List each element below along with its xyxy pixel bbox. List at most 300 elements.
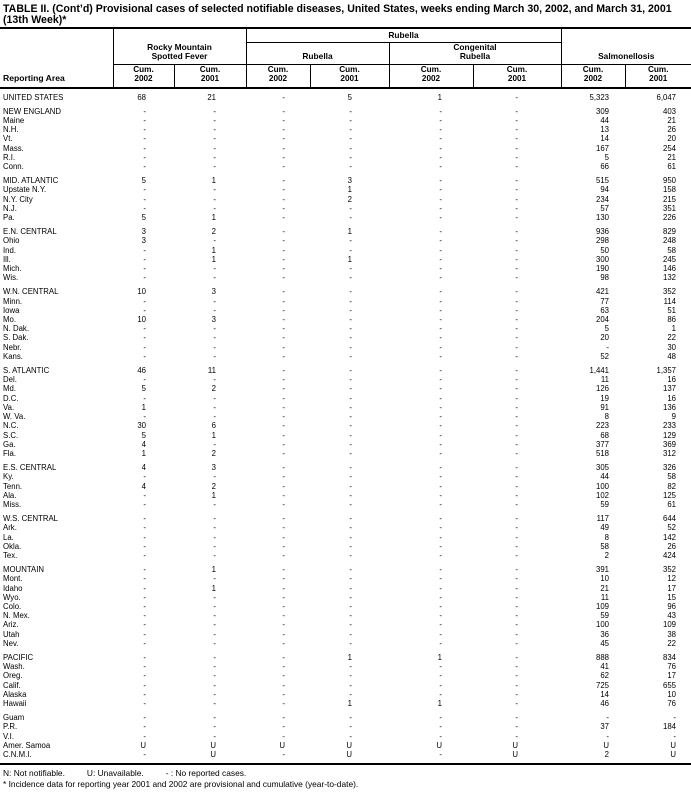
value-cell: -	[143, 652, 146, 662]
value-cell: 61	[667, 499, 677, 509]
value-cell: 1	[347, 227, 352, 237]
table-row	[0, 671, 691, 680]
value-cell: -	[439, 499, 442, 509]
value-cell: -	[349, 490, 352, 500]
reporting-area-cell: Wis.	[3, 273, 19, 283]
value-cell: -	[439, 366, 442, 376]
value-cell: -	[213, 273, 216, 283]
value-cell: 11	[207, 366, 216, 376]
table-row	[0, 523, 691, 532]
value-cell: -	[213, 541, 216, 551]
value-cell: 12	[667, 574, 677, 584]
value-cell: 190	[595, 264, 609, 274]
value-cell: -	[515, 629, 518, 639]
congenital-rubella-group-header	[389, 42, 561, 64]
value-cell: 305	[595, 463, 609, 473]
value-cell: -	[282, 620, 285, 630]
value-cell: 215	[663, 194, 677, 204]
value-cell: -	[213, 134, 216, 144]
value-cell: -	[439, 264, 442, 274]
value-cell: 5	[141, 430, 146, 440]
value-cell: 5	[141, 384, 146, 394]
reporting-area-cell: Maine	[3, 116, 25, 125]
value-cell: -	[439, 532, 442, 542]
value-cell: 936	[595, 227, 609, 237]
value-cell: 377	[595, 439, 609, 449]
value-cell: -	[515, 176, 518, 186]
reporting-area-cell: R.I.	[3, 152, 16, 162]
value-cell: -	[143, 698, 146, 708]
value-cell: 1	[347, 652, 352, 662]
value-cell: -	[282, 254, 285, 264]
value-cell: -	[515, 273, 518, 283]
table-row	[0, 366, 691, 375]
value-cell: -	[213, 324, 216, 334]
value-cell: 102	[595, 490, 609, 500]
value-cell: -	[282, 333, 285, 343]
value-cell: 1	[437, 92, 442, 102]
value-cell: -	[349, 412, 352, 422]
value-cell: -	[213, 698, 216, 708]
value-cell: -	[213, 680, 216, 690]
value-cell: 62	[600, 671, 609, 681]
value-cell: 1	[437, 652, 442, 662]
value-cell: -	[349, 162, 352, 172]
value-cell: 4	[141, 481, 146, 491]
value-cell: 63	[600, 305, 609, 315]
value-cell: -	[439, 203, 442, 213]
value-cell: 14	[600, 689, 609, 699]
value-cell: U	[603, 740, 609, 750]
value-cell: -	[439, 324, 442, 334]
value-cell: 10	[137, 315, 146, 325]
rubella-parent-group-header: Rubella	[246, 28, 561, 42]
value-cell: -	[213, 550, 216, 560]
reporting-area-cell: Colo.	[3, 601, 22, 611]
table-row	[0, 236, 691, 245]
reporting-area-header: Reporting Area	[0, 28, 113, 88]
reporting-area-cell: Mass.	[3, 143, 24, 153]
value-cell: -	[282, 194, 285, 204]
table-row	[0, 750, 691, 759]
value-cell: 100	[595, 620, 609, 630]
table-row	[0, 584, 691, 593]
value-cell: -	[349, 296, 352, 306]
value-cell: -	[282, 366, 285, 376]
value-cell: -	[282, 722, 285, 732]
value-cell: -	[349, 273, 352, 283]
reporting-area-cell: Miss.	[3, 499, 22, 509]
footnotes	[3, 768, 691, 789]
value-cell: -	[143, 662, 146, 672]
value-cell: -	[439, 287, 442, 297]
value-cell: -	[282, 296, 285, 306]
value-cell: -	[143, 601, 146, 611]
value-cell: 22	[667, 333, 677, 343]
value-cell: 46	[600, 698, 609, 708]
value-cell: -	[349, 638, 352, 648]
value-cell: -	[349, 421, 352, 431]
reporting-area-cell: Del.	[3, 375, 17, 385]
table-row	[0, 514, 691, 523]
value-cell: -	[515, 143, 518, 153]
cum-header: Cum. 2002	[246, 64, 310, 87]
table-row	[0, 93, 691, 102]
table-row	[0, 741, 691, 750]
value-cell: -	[213, 620, 216, 630]
value-cell: -	[282, 574, 285, 584]
value-cell: -	[439, 185, 442, 195]
value-cell: 51	[667, 305, 677, 315]
value-cell: -	[143, 134, 146, 144]
value-cell: -	[515, 592, 518, 602]
table-row	[0, 153, 691, 162]
value-cell: -	[143, 185, 146, 195]
rmsf-group-header	[113, 28, 246, 64]
value-cell: -	[143, 412, 146, 422]
value-cell: -	[349, 106, 352, 116]
value-cell: -	[349, 514, 352, 524]
value-cell: -	[143, 254, 146, 264]
value-cell: -	[515, 671, 518, 681]
value-cell: -	[439, 601, 442, 611]
value-cell: 137	[663, 384, 677, 394]
value-cell: 30	[137, 421, 146, 431]
value-cell: U	[436, 740, 442, 750]
value-cell: -	[282, 514, 285, 524]
value-cell: 6,047	[656, 92, 677, 102]
value-cell: 5	[604, 324, 609, 334]
table-row	[0, 542, 691, 551]
value-cell: -	[515, 134, 518, 144]
value-cell: -	[282, 92, 285, 102]
value-cell: -	[515, 342, 518, 352]
value-cell: -	[143, 393, 146, 403]
value-cell: -	[515, 125, 518, 135]
congenital-header-line2: Rubella	[459, 51, 491, 62]
value-cell: -	[349, 620, 352, 630]
value-cell: -	[213, 629, 216, 639]
table-bottom-rule	[0, 759, 691, 764]
table-row	[0, 144, 691, 153]
value-cell: -	[439, 680, 442, 690]
reporting-area-cell: Mich.	[3, 264, 22, 274]
value-cell: 46	[137, 366, 146, 376]
table-row	[0, 246, 691, 255]
value-cell: 644	[663, 514, 677, 524]
value-cell: -	[515, 421, 518, 431]
value-cell: 5	[604, 152, 609, 162]
value-cell: 17	[667, 583, 677, 593]
value-cell: -	[349, 583, 352, 593]
table-row	[0, 500, 691, 509]
value-cell: -	[515, 393, 518, 403]
value-cell: -	[515, 203, 518, 213]
value-cell: 10	[667, 689, 677, 699]
value-cell: 421	[595, 287, 609, 297]
value-cell: 52	[600, 351, 609, 361]
value-cell: -	[515, 448, 518, 458]
value-cell: 2	[211, 481, 216, 491]
value-cell: 950	[663, 176, 677, 186]
value-cell: -	[143, 333, 146, 343]
value-cell: -	[349, 203, 352, 213]
value-cell: -	[439, 393, 442, 403]
reporting-area-cell: La.	[3, 532, 14, 542]
reporting-area-cell: Tenn.	[3, 481, 23, 491]
reporting-area-cell: V.I.	[3, 731, 14, 741]
value-cell: -	[439, 611, 442, 621]
value-cell: -	[439, 463, 442, 473]
value-cell: -	[143, 550, 146, 560]
value-cell: 10	[600, 574, 609, 584]
table-row	[0, 620, 691, 629]
value-cell: -	[213, 402, 216, 412]
value-cell: -	[349, 499, 352, 509]
value-cell: -	[515, 185, 518, 195]
value-cell: -	[439, 750, 442, 759]
reporting-area-cell: Utah	[3, 629, 20, 639]
value-cell: -	[213, 412, 216, 422]
value-cell: -	[143, 273, 146, 283]
value-cell: -	[213, 203, 216, 213]
value-cell: -	[515, 439, 518, 449]
value-cell: -	[515, 296, 518, 306]
value-cell: U	[512, 740, 518, 750]
value-cell: -	[349, 315, 352, 325]
value-cell: -	[515, 162, 518, 172]
table-row	[0, 264, 691, 273]
footnote-no-reported-cases: - : No reported cases.	[165, 768, 247, 779]
value-cell: -	[349, 143, 352, 153]
value-cell: -	[282, 463, 285, 473]
reporting-area-cell: N.Y. City	[3, 194, 33, 204]
table-row	[0, 412, 691, 421]
value-cell: -	[213, 125, 216, 135]
value-cell: -	[213, 143, 216, 153]
value-cell: -	[349, 448, 352, 458]
value-cell: 11	[600, 592, 609, 602]
value-cell: 49	[600, 523, 609, 533]
value-cell: 298	[595, 236, 609, 246]
table-row	[0, 699, 691, 708]
value-cell: 204	[595, 315, 609, 325]
value-cell: -	[282, 601, 285, 611]
reporting-area-cell: Upstate N.Y.	[3, 185, 47, 195]
value-cell: 403	[663, 106, 677, 116]
value-cell: -	[282, 583, 285, 593]
reporting-area-cell: Ill.	[3, 254, 11, 264]
value-cell: -	[282, 439, 285, 449]
reporting-area-cell: Conn.	[3, 162, 24, 172]
table-row	[0, 394, 691, 403]
value-cell: -	[439, 722, 442, 732]
table-title-line2: (13th Week)*	[3, 14, 67, 26]
value-cell: 16	[667, 393, 677, 403]
value-cell: -	[515, 106, 518, 116]
value-cell: 45	[600, 638, 609, 648]
value-cell: -	[213, 393, 216, 403]
value-cell: -	[282, 134, 285, 144]
value-cell: -	[515, 412, 518, 422]
value-cell: -	[282, 393, 285, 403]
value-cell: 109	[595, 601, 609, 611]
value-cell: 424	[663, 550, 677, 560]
reporting-area-cell: D.C.	[3, 393, 19, 403]
value-cell: -	[439, 731, 442, 741]
congenital-header-line1: Congenital	[453, 41, 497, 52]
value-cell: -	[349, 375, 352, 385]
value-cell: 100	[595, 481, 609, 491]
rmsf-header-line1: Rocky Mountain	[147, 41, 212, 52]
table-row	[0, 352, 691, 361]
value-cell: 52	[667, 523, 677, 533]
table-row	[0, 297, 691, 306]
value-cell: -	[515, 713, 518, 723]
reporting-area-cell: Amer. Samoa	[3, 740, 51, 750]
value-cell: -	[282, 689, 285, 699]
value-cell: -	[213, 638, 216, 648]
value-cell: 309	[595, 106, 609, 116]
reporting-area-cell: Wash.	[3, 662, 25, 672]
value-cell: -	[282, 448, 285, 458]
value-cell: -	[213, 722, 216, 732]
table-row	[0, 472, 691, 481]
value-cell: 130	[595, 213, 609, 223]
value-cell: 21	[667, 152, 677, 162]
value-cell: 3	[211, 315, 216, 325]
reporting-area-cell: Vt.	[3, 134, 13, 144]
reporting-area-cell: Pa.	[3, 213, 15, 223]
value-cell: -	[515, 287, 518, 297]
value-cell: 9	[671, 412, 677, 422]
value-cell: 223	[595, 421, 609, 431]
value-cell: -	[349, 333, 352, 343]
value-cell: -	[439, 273, 442, 283]
value-cell: -	[282, 185, 285, 195]
value-cell: -	[349, 439, 352, 449]
value-cell: 515	[595, 176, 609, 186]
value-cell: -	[282, 550, 285, 560]
value-cell: 351	[663, 203, 677, 213]
value-cell: 2	[211, 227, 216, 237]
value-cell: -	[282, 490, 285, 500]
value-cell: -	[515, 481, 518, 491]
value-cell: -	[349, 722, 352, 732]
value-cell: -	[213, 652, 216, 662]
value-cell: -	[349, 402, 352, 412]
value-cell: 4	[141, 463, 146, 473]
value-cell: -	[213, 601, 216, 611]
value-cell: -	[282, 629, 285, 639]
value-cell: -	[143, 671, 146, 681]
table-row	[0, 681, 691, 690]
value-cell: -	[349, 324, 352, 334]
reporting-area-cell: Wyo.	[3, 592, 21, 602]
value-cell: -	[143, 194, 146, 204]
reporting-area-cell: N.J.	[3, 203, 17, 213]
value-cell: -	[439, 152, 442, 162]
value-cell: -	[143, 689, 146, 699]
value-cell: -	[439, 194, 442, 204]
value-cell: -	[515, 490, 518, 500]
table-row	[0, 324, 691, 333]
cum-header: Cum. 2002	[113, 64, 174, 87]
value-cell: 15	[667, 592, 677, 602]
table-row	[0, 107, 691, 116]
value-cell: 1	[211, 245, 216, 255]
value-cell: -	[143, 203, 146, 213]
value-cell: 77	[600, 296, 609, 306]
reporting-area-cell: Ga.	[3, 439, 16, 449]
value-cell: 233	[663, 421, 677, 431]
value-cell: -	[143, 713, 146, 723]
value-cell: -	[439, 514, 442, 524]
value-cell: -	[673, 713, 677, 723]
value-cell: -	[439, 213, 442, 223]
value-cell: -	[282, 481, 285, 491]
table-row	[0, 690, 691, 699]
value-cell: 17	[667, 671, 677, 681]
value-cell: 248	[663, 236, 677, 246]
value-cell: 21	[600, 583, 609, 593]
value-cell: -	[349, 430, 352, 440]
value-cell: 2	[604, 750, 609, 759]
value-cell: -	[439, 351, 442, 361]
value-cell: -	[439, 565, 442, 575]
value-cell: -	[439, 227, 442, 237]
value-cell: -	[282, 412, 285, 422]
value-cell: -	[213, 296, 216, 306]
value-cell: -	[143, 514, 146, 524]
value-cell: 38	[667, 629, 677, 639]
reporting-area-cell: N. Dak.	[3, 324, 29, 334]
value-cell: -	[515, 245, 518, 255]
reporting-area-cell: Fla.	[3, 448, 16, 458]
value-cell: -	[282, 264, 285, 274]
table-row	[0, 176, 691, 185]
value-cell: -	[439, 671, 442, 681]
reporting-area-cell: W.S. CENTRAL	[3, 514, 59, 524]
cum-header: Cum. 2001	[473, 64, 561, 87]
value-cell: U	[670, 740, 677, 750]
value-cell: -	[143, 523, 146, 533]
reporting-area-cell: MID. ATLANTIC	[3, 176, 59, 186]
value-cell: 59	[600, 611, 609, 621]
value-cell: 136	[663, 402, 677, 412]
value-cell: -	[213, 499, 216, 509]
value-cell: -	[439, 402, 442, 412]
value-cell: -	[213, 236, 216, 246]
value-cell: -	[213, 731, 216, 741]
reporting-area-cell: Idaho	[3, 583, 23, 593]
table-row	[0, 255, 691, 264]
reporting-area-cell: Nebr.	[3, 342, 22, 352]
value-cell: -	[439, 143, 442, 153]
value-cell: -	[213, 523, 216, 533]
value-cell: -	[282, 698, 285, 708]
value-cell: 1	[211, 490, 216, 500]
value-cell: -	[282, 652, 285, 662]
value-cell: 2	[347, 194, 352, 204]
value-cell: 655	[663, 680, 677, 690]
table-row	[0, 593, 691, 602]
value-cell: 234	[595, 194, 609, 204]
value-cell: 1	[211, 176, 216, 186]
value-cell: -	[515, 620, 518, 630]
value-cell: -	[282, 523, 285, 533]
table-row	[0, 491, 691, 500]
